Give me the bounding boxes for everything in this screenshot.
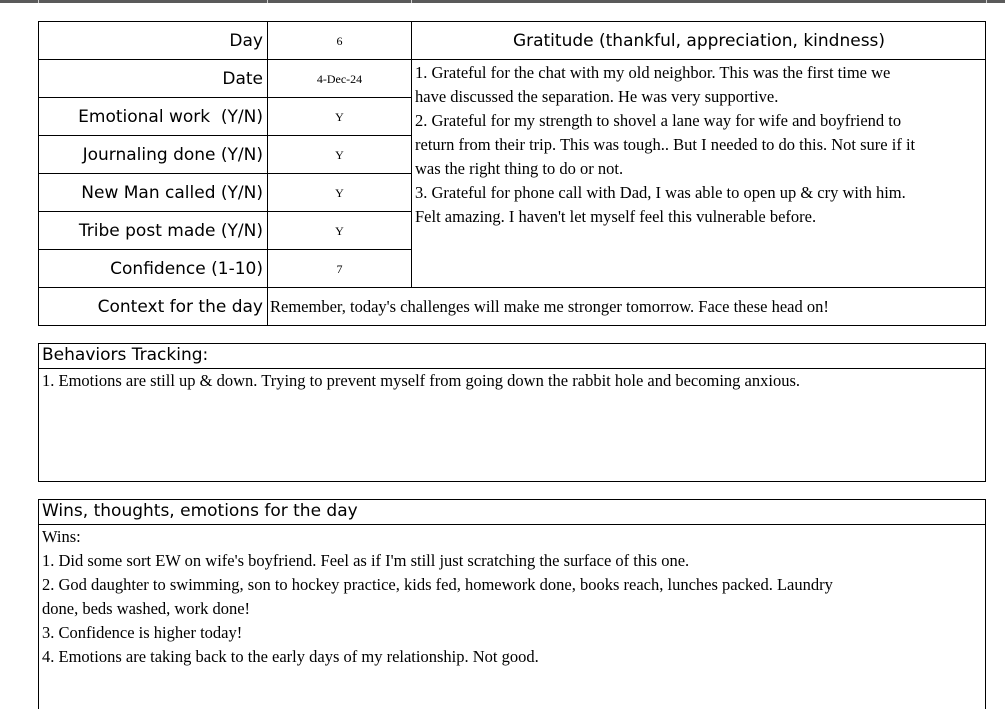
column-gap [38,0,39,3]
confidence-label: Confidence (1-10) [110,259,263,279]
daily-tracker-table [38,21,986,326]
day-label: Day [229,31,263,51]
wins-line: 1. Did some sort EW on wife's boyfriend. Feel as if I'm still just scratching the surface of this one. [42,551,690,570]
gratitude-line: 3. Grateful for phone call with Dad, I was able to open up & cry with him. [415,183,906,202]
new-man-called-value[interactable]: Y [335,186,344,200]
date-label: Date [222,69,263,89]
top-border-bar [0,0,1005,3]
gratitude-text[interactable] [412,61,986,287]
column-gap [411,0,412,3]
context-label: Context for the day [97,297,263,317]
gratitude-heading: Gratitude (thankful, appreciation, kindness) [512,31,886,51]
tribe-post-value[interactable]: Y [335,224,344,238]
context-text[interactable]: Remember, today's challenges will make me stronger tomorrow. Face these head on! [270,297,829,316]
wins-line: done, beds washed, work done! [42,599,251,618]
date-value[interactable]: 4-Dec-24 [316,72,363,86]
gratitude-line: 1. Grateful for the chat with my old neighbor. This was the first time we [415,63,891,82]
day-value[interactable]: 6 [336,34,343,48]
wins-line: 2. God daughter to swimming, son to hockey practice, kids fed, homework done, books reach, lunches packed. Laundry [42,575,833,594]
tribe-post-label: Tribe post made (Y/N) [78,221,263,241]
new-man-called-label: New Man called (Y/N) [81,183,263,203]
gratitude-line: Felt amazing. I haven't let myself feel this vulnerable before. [415,207,817,226]
wins-line: Wins: [42,527,81,546]
gratitude-line: return from their trip. This was tough.. But I needed to do this. Not sure if it [415,135,916,154]
column-gap [267,0,268,3]
wins-line: 3. Confidence is higher today! [42,623,243,642]
behaviors-tracking-section [38,343,986,482]
behaviors-text[interactable] [39,369,985,481]
behaviors-heading: Behaviors Tracking: [42,345,209,365]
behaviors-line: 1. Emotions are still up & down. Trying to prevent myself from going down the rabbit hole and becoming anxious. [42,371,800,390]
emotional-work-label: Emotional work (Y/N) [78,107,263,127]
wins-text[interactable] [39,525,985,705]
column-gap [986,0,987,3]
wins-line: 4. Emotions are taking back to the early days of my relationship. Not good. [42,647,539,666]
wins-heading: Wins, thoughts, emotions for the day [42,501,358,521]
wins-section [38,499,986,709]
journaling-value[interactable]: Y [335,148,344,162]
emotional-work-value[interactable]: Y [335,110,344,124]
journaling-label: Journaling done (Y/N) [82,145,263,165]
gratitude-line: 2. Grateful for my strength to shovel a lane way for wife and boyfriend to [415,111,902,130]
confidence-value[interactable]: 7 [336,262,343,276]
gratitude-line: have discussed the separation. He was very supportive. [415,87,779,106]
gratitude-line: was the right thing to do or not. [415,159,624,178]
